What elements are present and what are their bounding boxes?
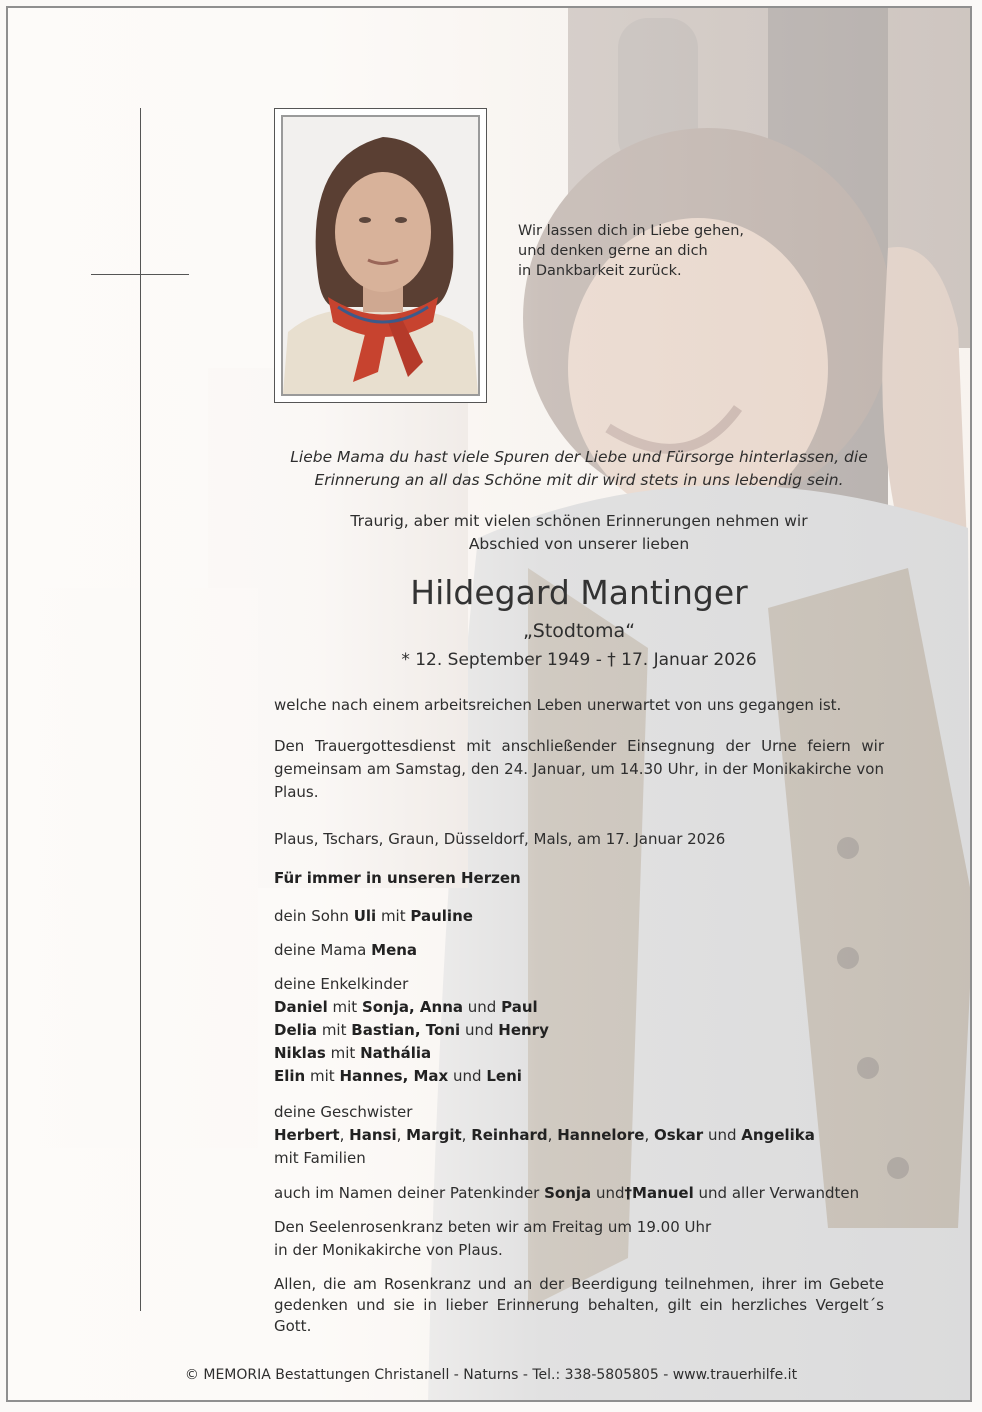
sibling-name: Hannelore	[557, 1126, 645, 1144]
grandchild-mit: mit	[330, 1044, 356, 1062]
sibling-name: Margit	[406, 1126, 462, 1144]
grandchild-name: Elin	[274, 1067, 306, 1085]
grandchild-last: Leni	[486, 1067, 522, 1085]
mother-name: Mena	[371, 941, 418, 959]
grandchildren-label: deine Enkelkinder	[274, 975, 409, 993]
grandchild-und: und	[464, 1021, 494, 1039]
memorial-quote	[518, 221, 778, 281]
godchildren-und: und	[595, 1184, 625, 1202]
mourner-mother	[274, 939, 884, 962]
rosary-line: in der Monikakirche von Plaus.	[274, 1241, 503, 1259]
quote-line: Wir lassen dich in Liebe gehen,	[518, 223, 744, 239]
godchildren-suffix: und aller Verwandten	[698, 1184, 860, 1202]
rosary-line: Den Seelenrosenkranz beten wir am Freitag um 19.00 Uhr	[274, 1218, 712, 1236]
siblings-line: Herbert, Hansi, Margit, Reinhard, Hannelore, Oskar und Angelika	[274, 1126, 815, 1144]
place-date: Plaus, Tschars, Graun, Düsseldorf, Mals, am 17. Januar 2026	[274, 830, 726, 848]
quote-line: in Dankbarkeit zurück.	[518, 263, 682, 279]
motto	[274, 867, 884, 890]
godchild-name: Sonja	[544, 1184, 592, 1202]
grandchild-line	[274, 1019, 884, 1042]
portrait-photo	[281, 115, 480, 396]
godchild-name: †Manuel	[624, 1184, 694, 1202]
portrait-frame	[274, 108, 487, 403]
quote-line: und denken gerne an dich	[518, 243, 708, 259]
grandchild-line	[274, 1042, 884, 1065]
grandchild-mit: mit	[321, 1021, 347, 1039]
service-text: Den Trauergottesdienst mit anschließender Einsegnung der Urne feiern wir gemeinsam am Samstag, den 24. Januar, um 14.30 Uhr, in der Monikakirche von Plaus.	[274, 737, 884, 801]
mourner-son	[274, 905, 884, 928]
mother-prefix: deine Mama	[274, 941, 367, 959]
deceased-nickname: „Stodtoma“	[522, 620, 636, 642]
grandchild-name: Daniel	[274, 998, 328, 1016]
intro-line: Erinnerung an all das Schöne mit dir wird stets in uns lebendig sein.	[314, 471, 844, 489]
farewell-text	[274, 510, 884, 556]
sibling-name: Angelika	[741, 1126, 815, 1144]
siblings-label: deine Geschwister	[274, 1103, 413, 1121]
farewell-line: Traurig, aber mit vielen schönen Erinnerungen nehmen wir	[350, 512, 808, 530]
grandchild-und: und	[453, 1067, 482, 1085]
son-mit: mit	[380, 907, 406, 925]
sibling-name: Reinhard	[471, 1126, 548, 1144]
farewell-line: Abschied von unserer lieben	[468, 535, 690, 553]
grandchild-name: Niklas	[274, 1044, 326, 1062]
motto-text: Für immer in unseren Herzen	[274, 869, 521, 887]
son-name: Uli	[353, 907, 377, 925]
footer-credit: © MEMORIA Bestattungen Christanell - Naturns - Tel.: 338-5805805 - www.trauerhilfe.it	[184, 1367, 798, 1383]
portrait-illustration	[283, 117, 478, 394]
siblings-suffix: mit Familien	[274, 1149, 366, 1167]
grandchild-kids: Hannes, Max	[339, 1067, 449, 1085]
grandchildren-block	[274, 973, 884, 1088]
passing-text: welche nach einem arbeitsreichen Leben unerwartet von uns gegangen ist.	[274, 696, 842, 714]
intro-line: Liebe Mama du hast viele Spuren der Liebe und Fürsorge hinterlassen, die	[290, 448, 868, 466]
grandchild-und: und	[467, 998, 497, 1016]
grandchild-line	[274, 996, 884, 1019]
sibling-name: Oskar	[654, 1126, 704, 1144]
page-border	[6, 6, 972, 1402]
grandchild-name: Delia	[274, 1021, 318, 1039]
sibling-und: und	[707, 1126, 737, 1144]
godchildren-line	[274, 1182, 884, 1205]
son-partner: Pauline	[410, 907, 473, 925]
cross-vertical-bar	[140, 108, 141, 1311]
grandchild-mit: mit	[310, 1067, 335, 1085]
deceased-name: Hildegard Mantinger	[410, 573, 748, 612]
sibling-name: Herbert	[274, 1126, 340, 1144]
intro-text	[274, 446, 884, 492]
sibling-name: Hansi	[349, 1126, 397, 1144]
thanks-text: Allen, die am Rosenkranz und an der Beerdigung teilnehmen, ihrer im Gebete gedenken und sie in lieber Erinnerung behalten, gilt ein herzliches Vergelt´s Gott.	[274, 1275, 884, 1335]
grandchild-kids: Bastian, Toni	[351, 1021, 461, 1039]
grandchild-last: Paul	[501, 998, 538, 1016]
son-prefix: dein Sohn	[274, 907, 349, 925]
rosary-text	[274, 1216, 884, 1262]
grandchild-kids: Nathália	[360, 1044, 432, 1062]
godchildren-prefix: auch im Namen deiner Patenkinder	[274, 1184, 540, 1202]
grandchild-line	[274, 1065, 884, 1088]
siblings-block	[274, 1101, 884, 1170]
life-dates: * 12. September 1949 - † 17. Januar 2026	[401, 650, 757, 670]
grandchild-last: Henry	[498, 1021, 549, 1039]
cross-horizontal-bar	[91, 274, 189, 275]
grandchild-mit: mit	[332, 998, 358, 1016]
grandchild-kids: Sonja, Anna	[361, 998, 464, 1016]
